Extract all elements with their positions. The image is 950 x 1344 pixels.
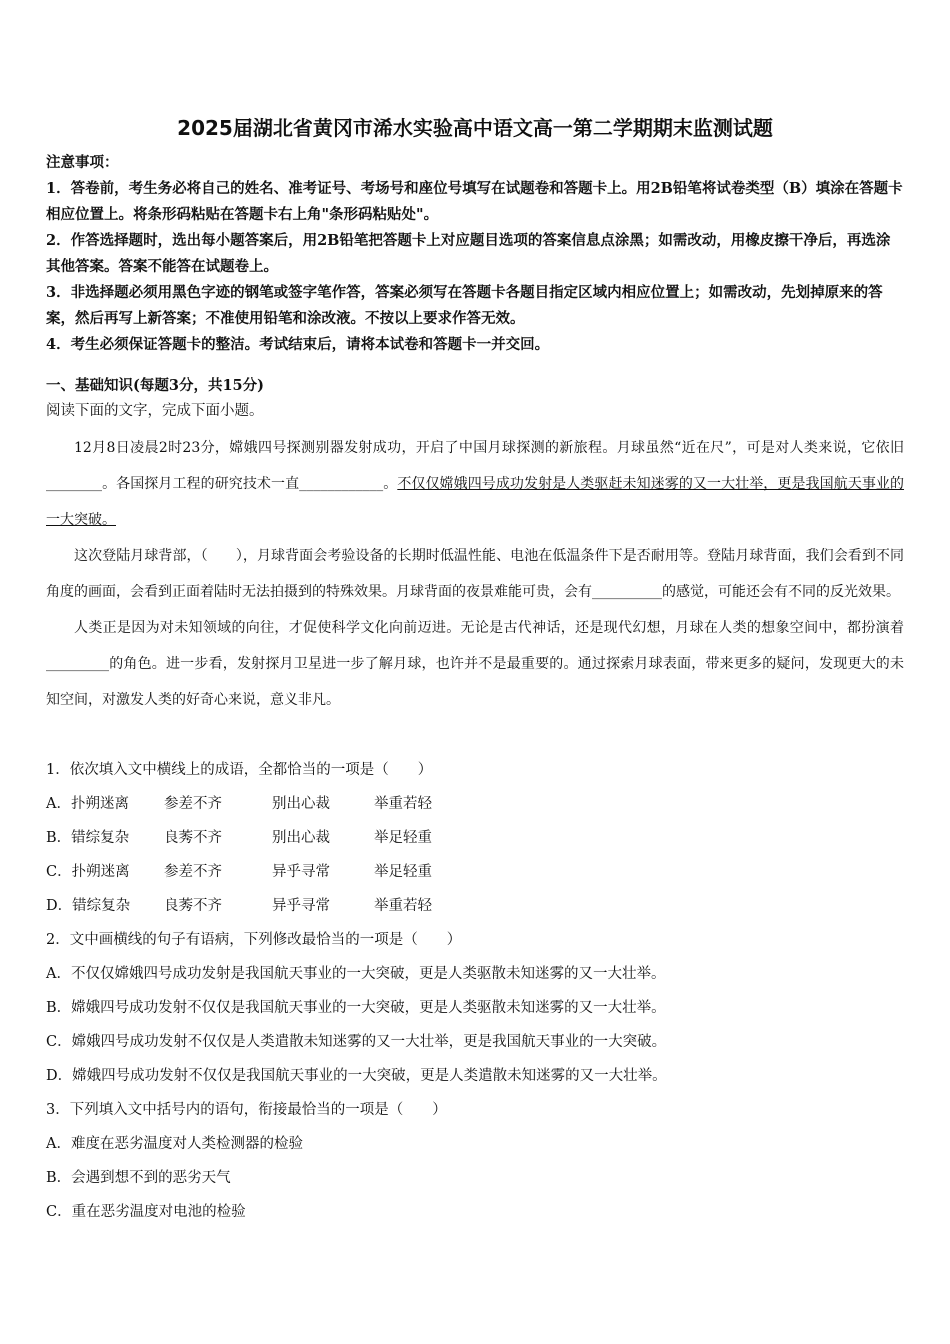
- question-1-option-d[interactable]: [46, 889, 904, 923]
- question-2-option-a[interactable]: A．不仅仅嫦娥四号成功发射是我国航天事业的一大突破，更是人类驱散未知迷雾的又一大壮举。: [46, 966, 666, 982]
- option-term: 举足轻重: [374, 830, 432, 846]
- option-term: 举重若轻: [374, 898, 432, 914]
- questions: [46, 753, 904, 1229]
- option-term: 别出心裁: [272, 796, 330, 812]
- passage-paragraph-3: 人类正是因为对未知领域的向往，才促使科学文化向前迈进。无论是古代神话，还是现代幻想，月球在人类的想象空间中，都扮演着_________的角色。进一步看，发射探月卫星进一步了解月球，也许并不是最重要的。通过探索月球表面，带来更多的疑问，发现更大的未知空间，对激发人类的好奇心来说，意义非凡。: [46, 620, 904, 708]
- reading-passage: [46, 430, 904, 718]
- question-1-option-a[interactable]: [46, 787, 904, 821]
- question-3-stem: 3．下列填入文中括号内的语句，衔接最恰当的一项是（ ）: [46, 1102, 447, 1118]
- option-term: 异乎寻常: [272, 864, 330, 880]
- option-term: 良莠不齐: [164, 830, 222, 846]
- question-2-option-b[interactable]: B．嫦娥四号成功发射不仅仅是我国航天事业的一大突破，更是人类驱散未知迷雾的又一大壮举。: [46, 1000, 666, 1016]
- option-term: 举重若轻: [374, 796, 432, 812]
- question-3-option-a[interactable]: A．难度在恶劣温度对人类检测器的检验: [46, 1136, 303, 1152]
- option-term: 良莠不齐: [164, 898, 222, 914]
- question-2-option-d[interactable]: D．嫦娥四号成功发射不仅仅是我国航天事业的一大突破，更是人类遣散未知迷雾的又一大壮举。: [46, 1068, 667, 1084]
- section-heading: 一、基础知识(每题3分，共15分): [46, 377, 264, 394]
- option-term: 参差不齐: [164, 864, 222, 880]
- passage-paragraph-1: [46, 430, 904, 538]
- option-term: 举足轻重: [374, 864, 432, 880]
- question-1-option-b[interactable]: [46, 821, 904, 855]
- question-2-option-c[interactable]: C．嫦娥四号成功发射不仅仅是人类遣散未知迷雾的又一大壮举，更是我国航天事业的一大突破。: [46, 1034, 667, 1050]
- question-1-stem: 1．依次填入文中横线上的成语，全都恰当的一项是（ ）: [46, 762, 433, 778]
- question-3-option-c[interactable]: C．重在恶劣温度对电池的检验: [46, 1204, 246, 1220]
- option-term: A．扑朔迷离: [46, 796, 129, 812]
- notes-block: [46, 150, 904, 358]
- note-item: 3．非选择题必须用黑色字迹的钢笔或签字笔作答，答案必须写在答题卡各题目指定区域内相应位置上；如需改动，先划掉原来的答案，然后再写上新答案；不准使用铅笔和涂改液。不按以上要求作答无效。: [46, 284, 883, 327]
- option-term: 参差不齐: [164, 796, 222, 812]
- note-item: 4．考生必须保证答题卡的整洁。考试结束后，请将本试卷和答题卡一并交回。: [46, 336, 550, 353]
- underlined-sentence: 不仅仅嫦娥四号成功发射是人类驱赶未知迷雾的又一大壮举，更是我国航天事业的一大突破。: [46, 476, 905, 528]
- option-term: D．错综复杂: [46, 898, 131, 914]
- note-item: 1．答卷前，考生务必将自己的姓名、准考证号、考场号和座位号填写在试题卷和答题卡上。用2B铅笔将试卷类型（B）填涂在答题卡相应位置上。将条形码粘贴在答题卡右上角"条形码粘贴处"。: [46, 180, 903, 223]
- question-1-option-c[interactable]: [46, 855, 904, 889]
- note-item: 2．作答选择题时，选出每小题答案后，用2B铅笔把答题卡上对应题目选项的答案信息点涂黑；如需改动，用橡皮擦干净后，再选涂其他答案。答案不能答在试题卷上。: [46, 232, 891, 275]
- page-title: 2025届湖北省黄冈市浠水实验高中语文高一第二学期期末监测试题: [177, 116, 773, 140]
- passage-paragraph-2: 这次登陆月球背部，（ ），月球背面会考验设备的长期时低温性能、电池在低温条件下是否耐用等。登陆月球背面，我们会看到不同角度的画面，会看到正面着陆时无法拍摄到的特殊效果。月球背面的夜景难能可贵，会有__________的感觉，可能还会有不同的反光效果。: [46, 548, 904, 600]
- notes-heading: 注意事项：: [46, 154, 119, 171]
- option-term: B．错综复杂: [46, 830, 130, 846]
- question-3-option-b[interactable]: B．会遇到想不到的恶劣天气: [46, 1170, 231, 1186]
- reading-intro: 阅读下面的文字，完成下面小题。: [46, 403, 264, 419]
- passage-text: 12月8日凌晨2时23分，嫦娥四号探测别器发射成功，开启了中国月球探测的新旅程。月球虽然“近在尺”，可是对人类来说，它依旧________。各国探月工程的研究技术一直____________。: [46, 440, 904, 492]
- option-term: C．扑朔迷离: [46, 864, 130, 880]
- option-term: 异乎寻常: [272, 898, 330, 914]
- question-2-stem: 2．文中画横线的句子有语病，下列修改最恰当的一项是（ ）: [46, 932, 462, 948]
- option-term: 别出心裁: [272, 830, 330, 846]
